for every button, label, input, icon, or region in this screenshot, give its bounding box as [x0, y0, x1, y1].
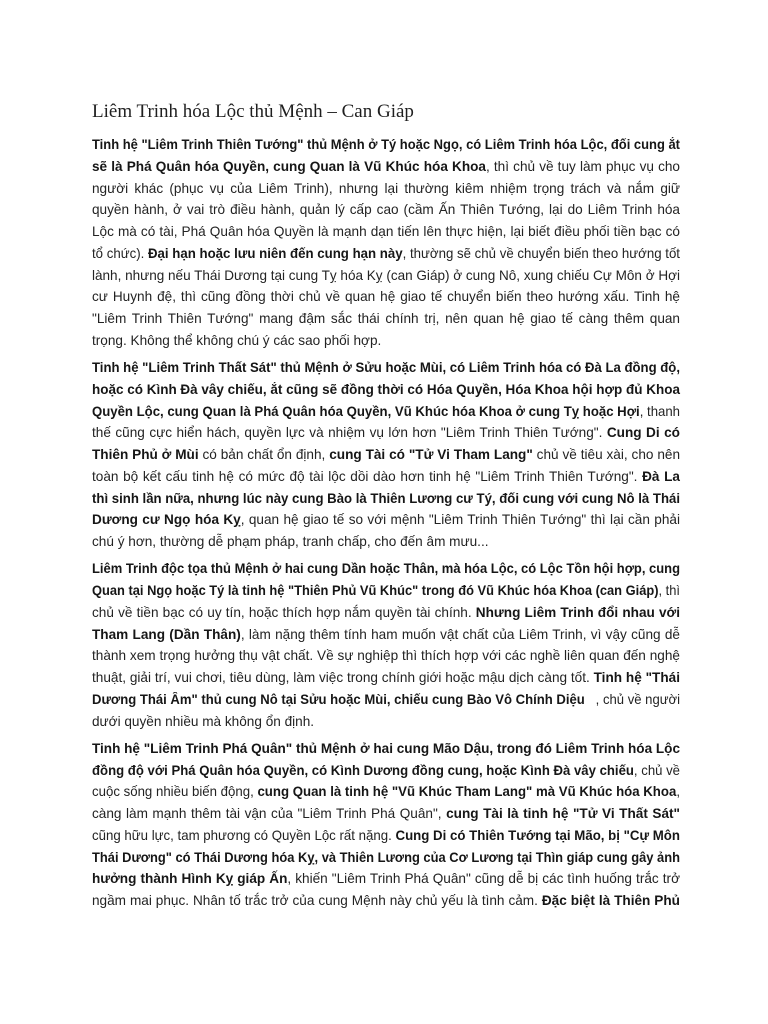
line-text: [92, 602, 680, 624]
document-body: [92, 134, 680, 912]
text-run: thành xem trọng hưởng thụ vật chất. Về sự nghiệp thì thích hợp với các nghề liên quan đến nghệ: [92, 648, 680, 664]
text-run: tổ chức).: [92, 245, 148, 261]
line-text: [92, 667, 680, 689]
line-text: [92, 379, 680, 401]
text-line: [92, 156, 680, 178]
text-run: , làm nặng thêm tính ham muốn vật chất của Liêm Trinh, vì vậy cũng dễ: [240, 626, 680, 642]
text-line: [92, 602, 680, 624]
bold-text: Đặc biệt là Thiên Phủ: [541, 893, 680, 908]
text-line: [92, 221, 680, 243]
text-run: lành, nhưng nếu Thái Dương tại cung Tỵ hóa Kỵ (can Giáp) ở cung Nô, xung chiếu Cự Môn ở Hợi: [92, 267, 680, 283]
text-line: [92, 379, 680, 401]
text-line: [92, 890, 680, 912]
bold-text: Quan tại Ngọ hoặc Tý là tinh hệ "Thiên Phủ Vũ Khúc" trong đó Vũ Khúc hóa Khoa (can Giáp): [92, 583, 659, 598]
line-text: [92, 286, 680, 308]
line-text: [92, 825, 680, 847]
bold-text: Đà La: [642, 468, 680, 484]
line-text: [92, 221, 680, 243]
line-text: [92, 243, 680, 265]
bold-text: hưởng thành Hình Kỵ giáp Ấn: [92, 871, 288, 887]
bold-text: cung Tài có "Tử Vi Tham Lang": [329, 447, 533, 462]
text-line: [92, 738, 680, 760]
text-line: [92, 825, 680, 847]
text-line: [92, 531, 680, 553]
bold-text: Tinh hệ "Thái: [593, 670, 680, 685]
text-line: [92, 645, 680, 667]
text-run: , chủ về người: [584, 691, 680, 707]
line-text: [92, 422, 680, 444]
text-line: [92, 760, 680, 782]
text-line: [92, 199, 680, 221]
text-run: có bản chất ổn định,: [198, 447, 330, 462]
text-line: [92, 667, 680, 689]
bold-text: Nhưng Liêm Trinh đổi nhau với: [475, 604, 680, 620]
line-text: [92, 134, 680, 156]
line-text: [92, 509, 680, 531]
bold-text: đồng độ với Phá Quân hóa Quyền, có Kình Dương đồng cung, hoặc Kình Đà vây chiếu: [92, 762, 634, 778]
text-line: [92, 178, 680, 200]
bold-text: hoặc có Kình Đà vây chiếu, ắt cũng sẽ đồng thời có Hóa Quyền, Hóa Khoa hội hợp đủ Khoa: [92, 381, 680, 397]
text-run: cũng hữu lực, tam phương có Quyền Lộc rất nặng.: [92, 827, 396, 843]
line-text: [92, 624, 680, 646]
text-line: [92, 711, 680, 733]
paragraph: [92, 738, 680, 912]
line-text: [92, 178, 680, 200]
line-text: [92, 330, 381, 352]
text-run: , khiến "Liêm Trinh Phá Quân" cũng dễ bị các tình huống trắc trở: [287, 871, 680, 887]
text-line: [92, 868, 680, 890]
line-text: [92, 781, 680, 803]
line-text: [92, 357, 680, 379]
text-line: [92, 243, 680, 265]
text-line: [92, 847, 680, 869]
text-line: [92, 624, 680, 646]
line-text: [92, 199, 680, 221]
text-run: Lộc mà có tài, Phá Quân hóa Quyền là mạnh dạn tiến lên thực hiện, lại biết điều phối tiền bạc có: [92, 224, 680, 239]
text-run: cư Huynh đệ, thì cũng đồng thời chủ về quan hệ giao tế chuyển biến theo hướng xấu. Tinh hệ: [92, 289, 680, 305]
line-text: [92, 558, 680, 580]
paragraph: [92, 558, 680, 732]
bold-text: cung Tài là tinh hệ "Tử Vi Thất Sát": [446, 806, 680, 821]
bold-text: Thiên Phủ ở Mùi: [92, 447, 199, 462]
text-line: [92, 422, 680, 444]
bold-text: Quyền Lộc, cung Quan là Phá Quân hóa Quyền, Vũ Khúc hóa Khoa ở cung Tỵ hoặc Hợi: [92, 403, 640, 419]
bold-text: Liêm Trinh độc tọa thủ Mệnh ở hai cung Dần hoặc Thân, mà hóa Lộc, có Lộc Tồn hội hợp, cung: [92, 561, 680, 577]
line-text: [92, 645, 680, 667]
text-run: toàn bộ kết cấu tinh hệ có mức độ tài lộc dồi dào hơn tinh hệ "Liêm Trinh Thiên Tướng".: [92, 468, 643, 484]
bold-text: Thái Dương" có Thái Dương hóa Kỵ, và Thiên Lương của Cơ Lương tại Thìn giáp cung gây ảnh: [92, 849, 680, 865]
bold-text: Cung Di có Thiên Tướng tại Mão, bị "Cự Môn: [395, 827, 680, 843]
text-run: thế cũng cực hiển hách, quyền lực và nhiệm vụ lớn hơn "Liêm Trinh Thiên Tướng".: [92, 425, 607, 441]
text-line: [92, 466, 680, 488]
text-line: [92, 308, 680, 330]
line-text: [92, 803, 680, 825]
text-run: quyền hành, ở vai trò điều hành, quản lý cấp cao (cầm Ấn Thiên Tướng, lại do Liêm Trinh hóa: [92, 202, 680, 218]
document-title: Liêm Trinh hóa Lộc thủ Mệnh – Can Giáp: [92, 101, 414, 122]
text-run: chú ý hơn, thường dễ phạm pháp, tranh chấp, cho đến âm mưu...: [92, 534, 489, 549]
bold-text: Cung Di có: [606, 425, 680, 441]
text-run: , quan hệ giao tế so với mệnh "Liêm Trinh Thiên Tướng" thì lại cần phải: [240, 512, 680, 528]
text-run: , chủ về: [633, 762, 680, 778]
text-run: thuật, giải trí, vui chơi, tiêu dùng, làm việc trong chính giới hoặc mậu dịch càng tốt.: [92, 670, 594, 685]
text-line: [92, 134, 680, 156]
text-run: , thì: [658, 583, 680, 598]
text-run: chủ về tiêu xài, cho nên: [532, 447, 681, 462]
line-text: [92, 531, 489, 553]
text-line: [92, 444, 680, 466]
line-text: [92, 444, 680, 466]
text-line: [92, 357, 680, 379]
line-text: [92, 711, 314, 733]
text-run: , thì chủ về tuy làm phục vụ cho: [486, 158, 680, 174]
line-text: [92, 890, 680, 912]
line-text: [92, 265, 680, 287]
line-text: [92, 738, 680, 760]
text-line: [92, 781, 680, 803]
text-run: , thường sẽ chủ về chuyển biến theo hướng tốt: [402, 245, 680, 261]
bold-text: Tinh hệ "Liêm Trinh Thiên Tướng" thủ Mệnh ở Tý hoặc Ngọ, có Liêm Trinh hóa Lộc, đối cung ắt: [92, 137, 680, 152]
text-line: [92, 558, 680, 580]
text-line: [92, 330, 680, 352]
text-run: ngầm mai phục. Nhân tố trắc trở của cung Mệnh này chủ yếu là tình cảm.: [92, 893, 542, 908]
text-run: "Liêm Trinh Thiên Tướng" mang đậm sắc thái chính trị, nên quan hệ giao tế càng thêm quan: [92, 311, 680, 326]
line-text: [92, 466, 680, 488]
paragraph: [92, 357, 680, 553]
text-run: trọng. Không thể không chú ý các sao phối hợp.: [92, 332, 382, 348]
bold-text: Tinh hệ "Liêm Trinh Phá Quân" thủ Mệnh ở hai cung Mão Dậu, trong đó Liêm Trinh hóa Lộc: [92, 740, 680, 756]
text-run: cuộc sống nhiều biến động,: [92, 784, 258, 800]
bold-text: thì sinh lần nữa, nhưng lúc này cung Bào là Thiên Lương cư Tý, đối cung với cung Nô là Thái: [92, 490, 680, 506]
bold-text: Dương Thái Âm" thủ cung Nô tại Sửu hoặc Mùi, chiếu cung Bào Vô Chính Diệu: [92, 691, 585, 707]
line-text: [92, 401, 680, 423]
line-text: [92, 847, 680, 869]
bold-text: sẽ là Phá Quân hóa Quyền, cung Quan là Vũ Khúc hóa Khoa: [92, 158, 486, 174]
line-text: [92, 308, 680, 330]
text-run: dưới quyền nhiều mà không ổn định.: [92, 713, 315, 729]
line-text: [92, 156, 680, 178]
bold-text: Dương cư Ngọ hóa Kỵ: [92, 512, 241, 528]
text-line: [92, 286, 680, 308]
text-line: [92, 689, 680, 711]
text-line: [92, 580, 680, 602]
bold-text: Tham Lang (Dần Thân): [92, 626, 241, 642]
bold-text: cung Quan là tinh hệ "Vũ Khúc Tham Lang" mà Vũ Khúc hóa Khoa: [257, 784, 677, 800]
text-line: [92, 509, 680, 531]
text-run: chủ về tiền bạc có uy tín, hoặc thích hợp nắm quyền tài chính.: [92, 604, 476, 620]
document-page: [92, 100, 680, 917]
text-run: , thanh: [639, 403, 680, 419]
line-text: [92, 488, 680, 510]
text-line: [92, 265, 680, 287]
text-line: [92, 401, 680, 423]
line-text: [92, 760, 680, 782]
bold-text: Tinh hệ "Liêm Trinh Thất Sát" thủ Mệnh ở Sửu hoặc Mùi, có Liêm Trinh hóa có Đà La đồng độ,: [92, 360, 680, 375]
text-line: [92, 488, 680, 510]
paragraph: [92, 134, 680, 352]
line-text: [92, 868, 680, 890]
bold-text: Đại hạn hoặc lưu niên đến cung hạn này: [147, 245, 403, 261]
text-run: càng làm mạnh thêm tài vận của "Liêm Trinh Phá Quân",: [92, 806, 447, 821]
text-run: ,: [676, 784, 680, 800]
text-run: người khác (phục vụ của Liêm Trinh), nhưng lại thường kiêm nhiệm trọng trách và nắm giữ: [92, 180, 680, 196]
line-text: [92, 580, 680, 602]
line-text: [92, 689, 680, 711]
text-line: [92, 803, 680, 825]
